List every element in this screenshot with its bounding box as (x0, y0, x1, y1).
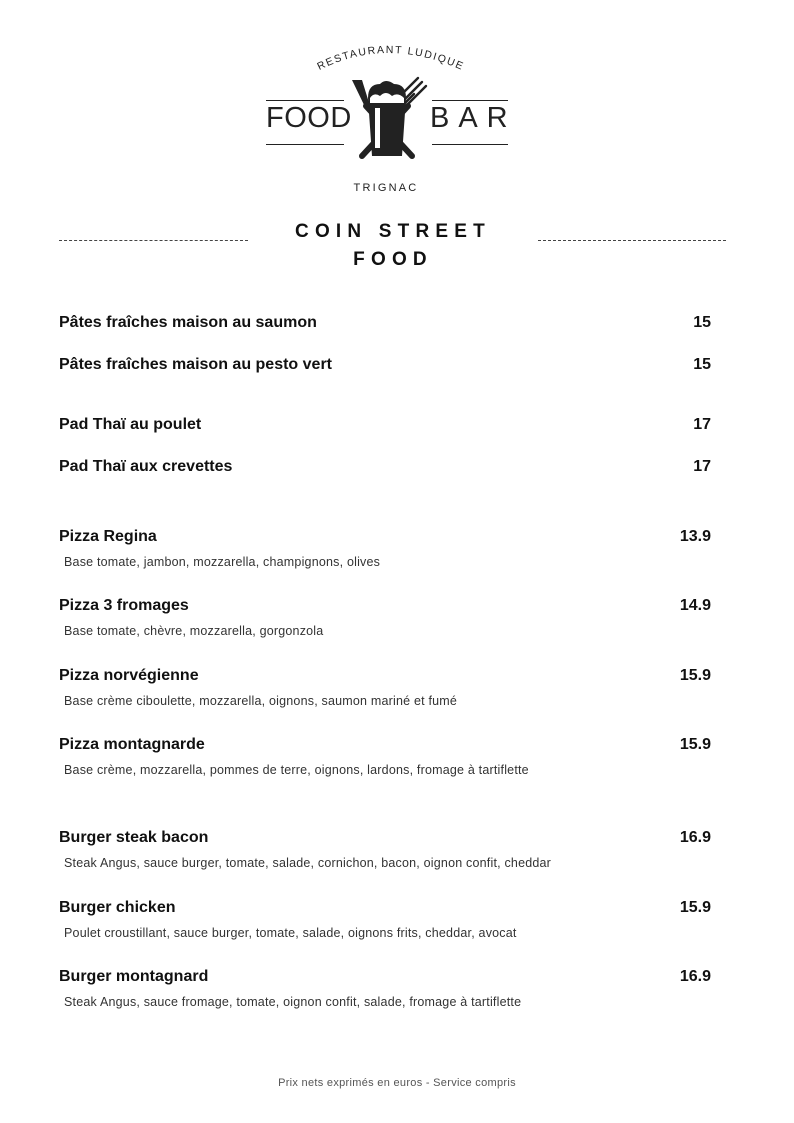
menu-item-name: Pâtes fraîches maison au saumon (59, 314, 317, 331)
menu-item (59, 899, 711, 940)
beer-knife-fork-icon (344, 76, 430, 162)
logo-rule (432, 144, 508, 145)
logo-rule (266, 100, 344, 101)
menu-item-description: Steak Angus, sauce burger, tomate, salade, cornichon, bacon, oignon confit, cheddar (64, 856, 552, 870)
menu-item-price: 15.9 (679, 736, 711, 753)
menu-item-name: Pizza Regina (59, 528, 157, 545)
menu-item-description: Steak Angus, sauce fromage, tomate, oignon confit, salade, fromage à tartiflette (64, 995, 522, 1009)
menu-item (59, 968, 711, 1009)
menu-item-description: Base crème ciboulette, mozzarella, oignons, saumon mariné et fumé (64, 694, 458, 708)
menu-item-price: 16.9 (679, 968, 711, 985)
menu-item-name: Burger chicken (59, 899, 176, 916)
menu-item-price: 17 (693, 458, 711, 475)
menu-item-description: Base tomate, jambon, mozzarella, champignons, olives (64, 555, 381, 569)
menu-item-name: Pizza montagnarde (59, 736, 205, 753)
menu-item-name: Pad Thaï aux crevettes (59, 458, 233, 475)
menu-item (59, 416, 711, 434)
section-title-line-2: FOOD (353, 249, 433, 270)
logo-city: TRIGNAC (353, 182, 419, 194)
menu-item-price: 15.9 (679, 667, 711, 684)
menu-item-description: Poulet croustillant, sauce burger, tomate, salade, oignons frits, cheddar, avocat (64, 926, 517, 940)
menu-item-price: 15 (693, 356, 711, 373)
dashed-divider-right (538, 240, 726, 241)
menu-item-description: Base crème, mozzarella, pommes de terre, oignons, lardons, fromage à tartiflette (64, 763, 529, 777)
svg-text:RESTAURANT LUDIQUE (315, 44, 466, 73)
menu-item-price: 17 (693, 416, 711, 433)
menu-item (59, 667, 711, 708)
menu-item-price: 16.9 (679, 829, 711, 846)
menu-item (59, 356, 711, 374)
menu-item-name: Pad Thaï au poulet (59, 416, 202, 433)
logo-tagline: RESTAURANT LUDIQUE (315, 43, 467, 74)
menu-item (59, 829, 711, 870)
menu-item-name: Pâtes fraîches maison au pesto vert (59, 356, 332, 373)
logo-rule (432, 100, 508, 101)
menu-item (59, 458, 711, 476)
section-title (248, 218, 538, 274)
logo-word-bar: BAR (430, 102, 517, 134)
dashed-divider-left (59, 240, 248, 241)
menu-item-name: Pizza 3 fromages (59, 597, 189, 614)
logo-rule (266, 144, 344, 145)
menu-item-price: 15.9 (679, 899, 711, 916)
menu-item-price: 15 (693, 314, 711, 331)
menu-item-name: Burger montagnard (59, 968, 209, 985)
restaurant-logo (258, 36, 517, 206)
menu-item-name: Pizza norvégienne (59, 667, 199, 684)
logo-word-food: FOOD (266, 102, 352, 134)
menu-item-price: 13.9 (679, 528, 711, 545)
menu-item (59, 314, 711, 332)
menu-item-price: 14.9 (679, 597, 711, 614)
menu-item (59, 736, 711, 777)
menu-item (59, 597, 711, 638)
menu-item-name: Burger steak bacon (59, 829, 209, 846)
section-title-line-1: COIN STREET (295, 221, 491, 242)
footer-note: Prix nets exprimés en euros - Service compris (278, 1077, 516, 1089)
menu-item-description: Base tomate, chèvre, mozzarella, gorgonzola (64, 624, 324, 638)
menu-item (59, 528, 711, 569)
